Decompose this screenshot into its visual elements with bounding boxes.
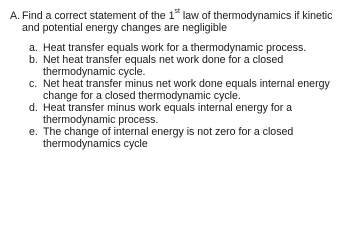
option-text: The change of internal energy is not zero for a closed thermodynamics cycle [43, 126, 294, 150]
question-text [22, 10, 340, 34]
option-letter: e. [29, 126, 38, 138]
option-e [29, 126, 344, 150]
question-marker: A. [10, 10, 21, 22]
question-text-start: Find a correct statement of the 1 [22, 10, 175, 22]
option-letter: c. [29, 78, 38, 90]
option-text: Heat transfer equals work for a thermodynamic process. [43, 42, 307, 54]
option-text: Net heat transfer equals net work done for a closed thermodynamic cycle. [43, 54, 284, 78]
option-b [29, 54, 344, 78]
ordinal-superscript: st [174, 8, 180, 16]
question-text-end: law of thermodynamics if kinetic and potential energy changes are negligible [22, 10, 333, 34]
option-letter: b. [29, 54, 38, 66]
option-letter: d. [29, 102, 38, 114]
question [10, 10, 340, 34]
option-d [29, 102, 344, 126]
option-letter: a. [29, 42, 38, 54]
option-text: Heat transfer minus work equals internal energy for a thermodynamic process. [43, 102, 293, 126]
answer-options [29, 42, 344, 150]
option-text: Net heat transfer minus net work done equals internal energy change for a closed thermodynamic cycle. [43, 78, 330, 102]
option-a [29, 42, 344, 54]
option-c [29, 78, 344, 102]
